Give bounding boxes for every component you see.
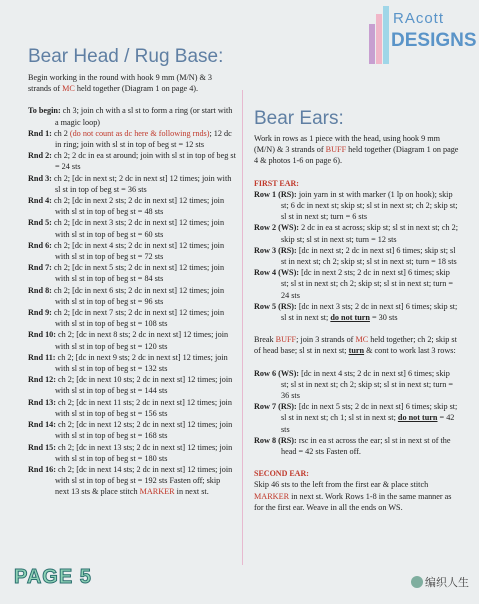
round-8: Rnd 8: ch 2; [dc in next 6 sts; 2 dc in next st] 12 times; join with sl st in top of beg st = 96 sts (28, 285, 225, 306)
second-ear-text: Skip 46 sts to the left from the first ear & place stitch MARKER in next st. Work Rows 1-8 in the same manner as for the first ear. Weave in all the ends on WS. (254, 480, 452, 512)
head-intro: Begin working in the round with hook 9 mm (M/N) & 3 strands of MC held together (Diagram 1 on page 4). (28, 73, 212, 94)
ear-row-2: Row 2 (WS): 2 dc in ea st across; skip st; sl st in next st; ch 2; skip st; sl st in next st; turn = 12 sts (254, 223, 458, 244)
round-6: Rnd 6: ch 2; [dc in next 4 sts; 2 dc in next st] 12 times; join with sl st in top of beg st = 72 sts (28, 240, 225, 262)
logo-brand-top: RAcott (393, 10, 445, 27)
ear-row-4: Row 4 (WS): [dc in next 2 sts; 2 dc in next st] 6 times; skip st; sl st in next st; ch 2; skip st; sl st in next st; turn = 24 sts (254, 268, 454, 300)
round-13: Rnd 13: ch 2; [dc in next 11 sts; 2 dc in next st] 12 times; join with sl st in top of beg st = 156 sts (28, 397, 232, 418)
round-10: Rnd 10: ch 2; [dc in next 8 sts; 2 dc in next st] 12 times; join with sl st in top of beg st = 120 sts (28, 330, 229, 351)
round-4: Rnd 4: ch 2; [dc in next 2 sts; 2 dc in next st] 12 times; join with sl st in top of beg st = 48 sts (28, 196, 225, 217)
ear-row-6: Row 6 (WS): [dc in next 4 sts; 2 dc in next st] 6 times; skip st; sl st in next st; ch 2; skip st; sl st in next st; turn = 36 sts (254, 368, 454, 401)
round-7: Rnd 7: ch 2; [dc in next 5 sts; 2 dc in next st] 12 times; join with sl st in top of beg st = 84 sts (28, 263, 225, 284)
round-2: Rnd 2: ch 2; 2 dc in ea st around; join with sl st in top of beg st = 24 sts (28, 151, 236, 172)
ear-row-7: Row 7 (RS): [dc in next 5 sts; 2 dc in next st] 6 times; skip st; sl st in next st; ch 1; sl st in next st; do not turn = 42 sts (254, 402, 458, 434)
page-number: PAGE 5 (14, 566, 92, 588)
designer-logo (369, 4, 477, 70)
break-yarn-step: Break BUFF; join 3 strands of MC held together; ch 2; skip st of head base; sl st in next st; turn & cont to work last 3 rows: (254, 335, 457, 356)
first-ear-heading: FIRST EAR: (254, 178, 299, 188)
round-11: Rnd 11: ch 2; [dc in next 9 sts; 2 dc in next st] 12 times; join with sl st in top of beg st = 132 sts (28, 352, 228, 374)
bear-head-heading: Bear Head / Rug Base: (28, 46, 224, 67)
round-1: Rnd 1: ch 2 (do not count as dc here & following rnds); 12 dc in ring; join with sl st in top of beg st = 12 sts (28, 128, 232, 150)
ear-row-3: Row 3 (RS): [dc in next st; 2 dc in next st] 6 times; skip st; sl st in next st; ch 2; skip st; sl st in next st; turn = 18 sts (254, 245, 457, 267)
round-5: Rnd 5: ch 2; [dc in next 3 sts; 2 dc in next st] 12 times; join with sl st in top of beg st = 60 sts (28, 218, 225, 239)
round-1-note: (do not count as dc here & following rnds) (69, 128, 210, 138)
bear-ears-instructions (254, 133, 459, 513)
round-14: Rnd 14: ch 2; [dc in next 12 sts; 2 dc in next st] 12 times; join with sl st in top of beg st = 168 sts (28, 420, 233, 441)
round-16: Rnd 16: ch 2; [dc in next 14 sts; 2 dc in next st] 12 times; join with sl st in top of beg st = 192 sts Fasten off; skip next 13 sts & place stitch MARKER in next st. (28, 464, 233, 497)
second-ear-heading: SECOND EAR: (254, 469, 309, 479)
round-12: Rnd 12: ch 2; [dc in next 10 sts; 2 dc in next st] 12 times; join with sl st in top of beg st = 144 sts (28, 375, 233, 396)
round-3: Rnd 3: ch 2; [dc in next st; 2 dc in next st] 12 times; join with sl st in top of beg st = 36 sts (28, 173, 232, 194)
mc-color-label: MC (62, 84, 75, 94)
watermark: 编织人生 (411, 574, 469, 590)
round-9: Rnd 9: ch 2; [dc in next 7 sts; 2 dc in next st] 12 times; join with sl st in top of beg st = 108 sts (28, 308, 225, 329)
column-divider (242, 90, 243, 565)
watermark-icon (411, 576, 423, 588)
bear-ears-heading: Bear Ears: (254, 108, 344, 129)
ear-row-5: Row 5 (RS): [dc in next 3 sts; 2 dc in next st] 6 times; skip st; sl st in next st; do not turn = 30 sts (254, 301, 458, 323)
to-begin-step: To begin: ch 3; join ch with a sl st to form a ring (or start with a magic loop) (28, 106, 233, 127)
ear-row-1: Row 1 (RS): join yarn in st with marker (1 lp on hook); skip st; 6 dc in next st; skip st; sl st in next st; ch 2; skip st; sl st in next st; turn = 6 sts (254, 189, 458, 222)
ear-row-8: Row 8 (RS): rsc in ea st across the ear; sl st in next st of the head = 42 sts Fasten off. (254, 435, 451, 457)
bear-head-instructions (28, 72, 236, 498)
logo-brand-bottom: DESIGNS (391, 30, 477, 51)
ears-intro: Work in rows as 1 piece with the head, using hook 9 mm (M/N) & 3 strands of BUFF held together (Diagram 1 on page 4 & photos 1-6 on page 6). (254, 134, 459, 166)
round-15: Rnd 15: ch 2; [dc in next 13 sts; 2 dc in next st] 12 times; join with sl st in top of beg st = 180 sts (28, 442, 233, 463)
